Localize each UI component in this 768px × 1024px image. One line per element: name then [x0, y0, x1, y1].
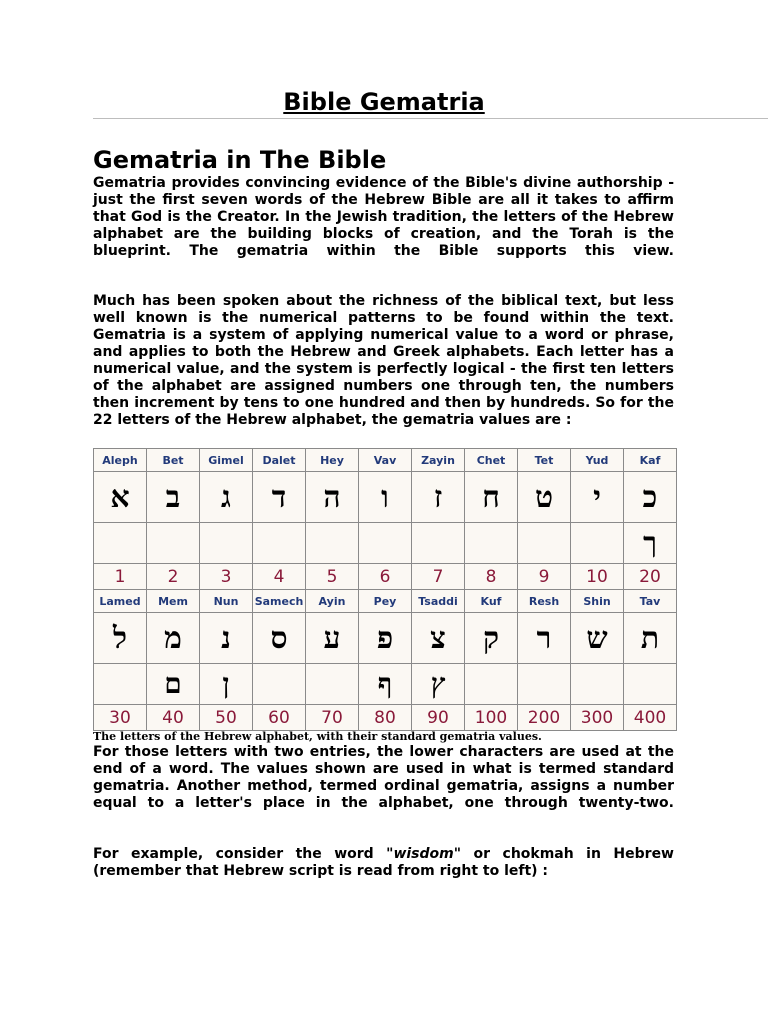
- final-glyph: [465, 664, 518, 705]
- letter-name: Kuf: [465, 590, 518, 613]
- final-glyph: [306, 523, 359, 564]
- letter-value: 70: [306, 705, 359, 731]
- final-glyph: [571, 523, 624, 564]
- example-text-start: For example, consider the word ": [93, 846, 394, 862]
- table-caption: The letters of the Hebrew alphabet, with their standard gematria values.: [93, 730, 542, 743]
- letter-glyph: ת: [624, 613, 677, 664]
- section-heading: Gematria in The Bible: [93, 146, 387, 174]
- letter-name: Hey: [306, 449, 359, 472]
- final-glyph: [571, 664, 624, 705]
- letter-name: Dalet: [253, 449, 306, 472]
- table-row: [94, 449, 677, 472]
- letter-name: Tsaddi: [412, 590, 465, 613]
- letter-value: 4: [253, 564, 306, 590]
- letter-value: 300: [571, 705, 624, 731]
- letter-glyph: ר: [518, 613, 571, 664]
- letter-name: Kaf: [624, 449, 677, 472]
- final-glyph: [200, 523, 253, 564]
- letter-glyph: ד: [253, 472, 306, 523]
- final-glyph: [94, 523, 147, 564]
- letter-glyph: י: [571, 472, 624, 523]
- final-glyph: [94, 664, 147, 705]
- letter-value: 6: [359, 564, 412, 590]
- letter-glyph: א: [94, 472, 147, 523]
- letter-name: Samech: [253, 590, 306, 613]
- table-row: [94, 613, 677, 664]
- final-glyph: [624, 664, 677, 705]
- final-glyph: ן: [200, 664, 253, 705]
- letter-name: Nun: [200, 590, 253, 613]
- letter-glyph: ה: [306, 472, 359, 523]
- letter-glyph: ק: [465, 613, 518, 664]
- letter-glyph: פ: [359, 613, 412, 664]
- letter-glyph: כ: [624, 472, 677, 523]
- letter-glyph: ח: [465, 472, 518, 523]
- letter-value: 100: [465, 705, 518, 731]
- letter-value: 90: [412, 705, 465, 731]
- letter-glyph: ב: [147, 472, 200, 523]
- final-glyph: ם: [147, 664, 200, 705]
- letter-name: Aleph: [94, 449, 147, 472]
- final-glyph: [147, 523, 200, 564]
- letter-value: 30: [94, 705, 147, 731]
- letter-value: 8: [465, 564, 518, 590]
- letter-glyph: ש: [571, 613, 624, 664]
- letter-name: Gimel: [200, 449, 253, 472]
- letter-name: Ayin: [306, 590, 359, 613]
- letter-name: Resh: [518, 590, 571, 613]
- letter-name: Shin: [571, 590, 624, 613]
- letter-name: Tet: [518, 449, 571, 472]
- letter-value: 80: [359, 705, 412, 731]
- final-glyph: [518, 523, 571, 564]
- letter-name: Zayin: [412, 449, 465, 472]
- letter-value: 20: [624, 564, 677, 590]
- letter-glyph: ג: [200, 472, 253, 523]
- divider: [93, 118, 768, 119]
- letter-glyph: ל: [94, 613, 147, 664]
- table-row: [94, 472, 677, 523]
- letter-glyph: צ: [412, 613, 465, 664]
- letter-name: Tav: [624, 590, 677, 613]
- letter-value: 3: [200, 564, 253, 590]
- final-glyph: [518, 664, 571, 705]
- final-glyph: [306, 664, 359, 705]
- letter-value: 60: [253, 705, 306, 731]
- final-glyph: [253, 523, 306, 564]
- intro-paragraph: Gematria provides convincing evidence of the Bible's divine authorship - just the first seven words of the Hebrew Bible are all it takes to affirm that God is the Creator. In the Jewish tradition, the letters of the Hebrew alphabet are the building blocks of creation, and the Torah is the blueprint. The gematria within the Bible supports this view.: [93, 175, 674, 259]
- letter-glyph: ס: [253, 613, 306, 664]
- final-glyph: [465, 523, 518, 564]
- letter-glyph: ע: [306, 613, 359, 664]
- letter-name: Bet: [147, 449, 200, 472]
- letter-name: Yud: [571, 449, 624, 472]
- table-row: [94, 523, 677, 564]
- explanation-paragraph: For those letters with two entries, the lower characters are used at the end of a word. The values shown are used in what is termed standard gematria. Another method, termed ordinal gematria, assigns a number equal to a letter's place in the alphabet, one through twenty-two.: [93, 744, 674, 811]
- letter-name: Pey: [359, 590, 412, 613]
- letter-name: Vav: [359, 449, 412, 472]
- letter-value: 7: [412, 564, 465, 590]
- letter-value: 1: [94, 564, 147, 590]
- letter-name: Lamed: [94, 590, 147, 613]
- gematria-paragraph: Much has been spoken about the richness of the biblical text, but less well known is the numerical patterns to be found within the text. Gematria is a system of applying numerical value to a word or phrase, and applies to both the Hebrew and Greek alphabets. Each letter has a numerical value, and the system is perfectly logical - the first ten letters of the alphabet are assigned numbers one through ten, the numbers then increment by tens to one hundred and then by hundreds. So for the 22 letters of the Hebrew alphabet, the gematria values are :: [93, 293, 674, 428]
- gematria-table: [93, 448, 677, 731]
- example-word: wisdom: [393, 846, 454, 862]
- letter-value: 5: [306, 564, 359, 590]
- letter-glyph: ז: [412, 472, 465, 523]
- final-glyph: ך: [624, 523, 677, 564]
- example-text-end: " or chokmah in Hebrew (remember that Hebrew script is read from right to left) :: [93, 846, 674, 879]
- letter-value: 50: [200, 705, 253, 731]
- letter-value: 10: [571, 564, 624, 590]
- final-glyph: ף: [359, 664, 412, 705]
- letter-glyph: ו: [359, 472, 412, 523]
- letter-name: Chet: [465, 449, 518, 472]
- letter-glyph: מ: [147, 613, 200, 664]
- letter-value: 40: [147, 705, 200, 731]
- final-glyph: ץ: [412, 664, 465, 705]
- letter-glyph: נ: [200, 613, 253, 664]
- page-title: Bible Gematria: [283, 88, 485, 116]
- final-glyph: [253, 664, 306, 705]
- table-row: [94, 564, 677, 590]
- final-glyph: [412, 523, 465, 564]
- table-row: [94, 705, 677, 731]
- example-paragraph: [93, 846, 674, 880]
- letter-name: Mem: [147, 590, 200, 613]
- letter-value: 2: [147, 564, 200, 590]
- letter-value: 9: [518, 564, 571, 590]
- letter-value: 200: [518, 705, 571, 731]
- letter-glyph: ט: [518, 472, 571, 523]
- final-glyph: [359, 523, 412, 564]
- letter-value: 400: [624, 705, 677, 731]
- table-row: [94, 664, 677, 705]
- table-row: [94, 590, 677, 613]
